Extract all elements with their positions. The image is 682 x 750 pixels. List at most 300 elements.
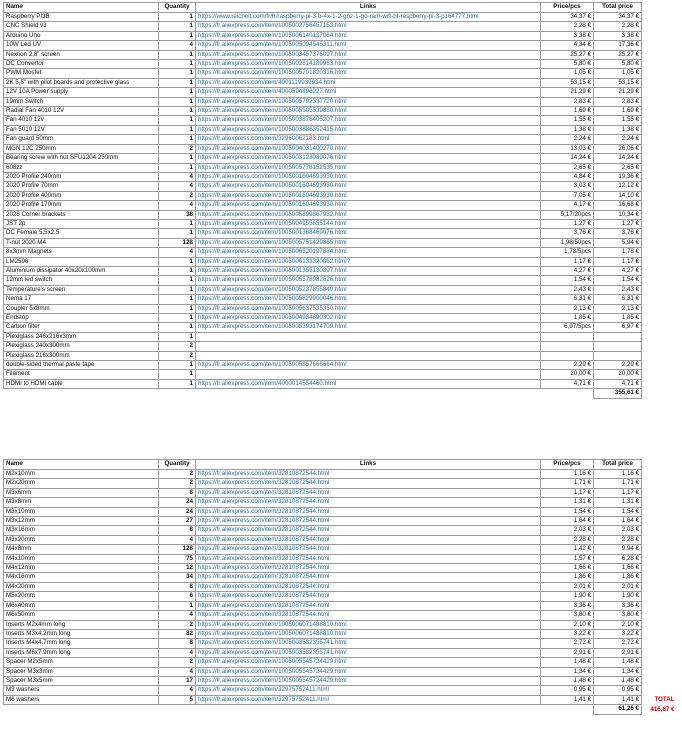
- item-total: 2,72 €: [594, 639, 642, 648]
- item-price: 3,03 €: [541, 182, 594, 191]
- table-row: [4, 229, 642, 238]
- item-link[interactable]: https://fr.aliexpress.com/item/1005004031400270.html: [196, 144, 541, 153]
- item-total: 1,38 €: [594, 125, 642, 134]
- item-total: 2,29 €: [594, 361, 642, 370]
- item-quantity: 1: [159, 229, 196, 238]
- item-name: Endstop: [4, 314, 159, 323]
- item-price: 1,31 €: [541, 498, 594, 507]
- table-row: [4, 545, 677, 554]
- item-link[interactable]: https://fr.aliexpress.com/item/32810872544.html: [196, 592, 541, 601]
- item-price: 1,54 €: [541, 507, 594, 516]
- item-quantity: 38: [159, 210, 196, 219]
- empty-cell: [159, 705, 196, 714]
- table-row: [4, 629, 677, 638]
- item-price: 2,43 €: [541, 285, 594, 294]
- item-name: JST 2p: [4, 219, 159, 228]
- item-quantity: 1: [159, 97, 196, 106]
- table-row: [4, 332, 642, 341]
- item-total: 5,80 €: [594, 60, 642, 69]
- item-quantity: 4: [159, 686, 196, 695]
- item-name: M3x12mm: [4, 517, 159, 526]
- item-name: 2020 Profile 240mm: [4, 172, 159, 181]
- item-total: 1,85 €: [594, 314, 642, 323]
- item-name: Inserts M3x4.2mm long: [4, 629, 159, 638]
- item-name: 19mm Switch: [4, 97, 159, 106]
- item-link[interactable]: https://fr.aliexpress.com/item/1005005829900046.html: [196, 295, 541, 304]
- item-price: 2,28 €: [541, 22, 594, 31]
- table-row: [4, 285, 642, 294]
- subtotal-row: [4, 389, 642, 398]
- item-price: 3,80 €: [541, 611, 594, 620]
- item-total: 2,24 €: [594, 135, 642, 144]
- item-link: [196, 332, 541, 341]
- table-row: [4, 41, 642, 50]
- item-link[interactable]: https://fr.aliexpress.com/item/32960062183.html: [196, 135, 541, 144]
- item-total: 1,48 €: [594, 658, 642, 667]
- item-name: M3x16mm: [4, 526, 159, 535]
- table-row: [4, 107, 642, 116]
- table-row: [4, 342, 642, 351]
- item-link[interactable]: https://fr.aliexpress.com/item/32810872544.html: [196, 517, 541, 526]
- item-link[interactable]: https://fr.aliexpress.com/item/1005005393174709.html: [196, 323, 541, 332]
- item-total: 53,15 €: [594, 78, 642, 87]
- item-price: 2,28 €: [541, 535, 594, 544]
- table-row: [4, 314, 642, 323]
- table-row: [4, 266, 642, 275]
- item-link[interactable]: https://fr.aliexpress.com/item/1005004984890302.html: [196, 314, 541, 323]
- header-name: Name: [4, 460, 159, 470]
- item-price: 1,86 €: [541, 573, 594, 582]
- item-name: MGN 12C 250mm: [4, 144, 159, 153]
- item-link[interactable]: https://fr.aliexpress.com/item/1005003886352415.html: [196, 125, 541, 134]
- item-quantity: 6: [159, 592, 196, 601]
- item-price: 4,71 €: [541, 379, 594, 388]
- item-link[interactable]: https://fr.aliexpress.com/item/1005004955655144.html: [196, 219, 541, 228]
- item-quantity: 8: [159, 582, 196, 591]
- table-row: [4, 592, 677, 601]
- table-row: [4, 191, 642, 200]
- table-row: [4, 31, 642, 40]
- header-row: [4, 460, 677, 470]
- item-link[interactable]: https://fr.aliexpress.com/item/32810872544.html: [196, 479, 541, 488]
- table-row: [4, 219, 642, 228]
- item-link[interactable]: https://fr.aliexpress.com/item/1005006071488810.html: [196, 620, 541, 629]
- item-price: 4,34 €: [541, 41, 594, 50]
- item-quantity: 1: [159, 116, 196, 125]
- item-total: 1,55 €: [594, 116, 642, 125]
- empty-cell: [159, 389, 196, 398]
- item-link[interactable]: https://fr.aliexpress.com/item/1005005792537720.html: [196, 97, 541, 106]
- table-row: [4, 135, 642, 144]
- table-row: [4, 22, 642, 31]
- item-quantity: 8: [159, 526, 196, 535]
- item-quantity: 2: [159, 658, 196, 667]
- item-name: Spacer M3x3mm: [4, 667, 159, 676]
- item-name: Nextion 2,8" screen: [4, 50, 159, 59]
- item-quantity: 1: [159, 69, 196, 78]
- item-total: 1,71 €: [594, 479, 642, 488]
- item-link[interactable]: https://fr.aliexpress.com/item/32810872544.html: [196, 611, 541, 620]
- item-price: 14,24 €: [541, 154, 594, 163]
- item-name: 8x3mm Magnets: [4, 248, 159, 257]
- item-total: 3,22 €: [594, 629, 642, 638]
- item-link[interactable]: https://fr.aliexpress.com/item/1005001604693930.html: [196, 172, 541, 181]
- item-price: [541, 332, 594, 341]
- item-quantity: 1: [159, 370, 196, 379]
- item-link[interactable]: https://fr.aliexpress.com/item/1005005237855840.html: [196, 285, 541, 294]
- item-link[interactable]: https://fr.aliexpress.com/item/32810872544.html: [196, 526, 541, 535]
- table-row: [4, 248, 642, 257]
- item-quantity: 1: [159, 304, 196, 313]
- item-link[interactable]: https://fr.aliexpress.com/item/1005001355130897.html: [196, 266, 541, 275]
- table-row: [4, 257, 642, 266]
- item-quantity: 8: [159, 639, 196, 648]
- item-link[interactable]: https://fr.aliexpress.com/item/1005003457376097.html: [196, 50, 541, 59]
- item-quantity: 128: [159, 238, 196, 247]
- item-name: M3x10mm: [4, 507, 159, 516]
- item-name: 12V 10A Power supply: [4, 88, 159, 97]
- item-total: 2,91 €: [594, 648, 642, 657]
- item-total: 3,38 €: [594, 31, 642, 40]
- item-quantity: 2: [159, 479, 196, 488]
- item-quantity: 1: [159, 154, 196, 163]
- header-total: Total price: [594, 460, 642, 470]
- item-name: M6 washers: [4, 695, 159, 704]
- item-link[interactable]: https://fr.aliexpress.com/item/1005003582355741.html: [196, 648, 541, 657]
- item-name: 2020 Profile 400mm: [4, 191, 159, 200]
- item-price: 2,72 €: [541, 639, 594, 648]
- item-name: M3x20mm: [4, 535, 159, 544]
- item-link[interactable]: https://fr.aliexpress.com/item/32810872544.html: [196, 564, 541, 573]
- item-name: Inserts M2x4mm long: [4, 620, 159, 629]
- item-link[interactable]: https://fr.aliexpress.com/item/1005006140137064.html: [196, 31, 541, 40]
- item-name: M6x50mm: [4, 611, 159, 620]
- item-quantity: 1: [159, 323, 196, 332]
- item-quantity: 1: [159, 88, 196, 97]
- item-price: 1,69 €: [541, 107, 594, 116]
- item-total: 2,28 €: [594, 535, 642, 544]
- item-total: 1,86 €: [594, 573, 642, 582]
- item-total: [594, 332, 642, 341]
- item-total: 5,94 €: [594, 238, 642, 247]
- empty-cell: [4, 705, 159, 714]
- item-link[interactable]: https://fr.aliexpress.com/item/1005005545724429.html: [196, 658, 541, 667]
- item-price: 3,22 €: [541, 629, 594, 638]
- empty-cell: [541, 705, 594, 714]
- table-row: [4, 601, 677, 610]
- item-total: 2,83 €: [594, 97, 642, 106]
- item-name: Nema 17: [4, 295, 159, 304]
- item-quantity: 1: [159, 285, 196, 294]
- item-link[interactable]: https://fr.aliexpress.com/item/1005002756457153.html: [196, 22, 541, 31]
- item-link[interactable]: https://fr.aliexpress.com/item/4000014554460.html: [196, 379, 541, 388]
- item-total: 1,69 €: [594, 107, 642, 116]
- table-row: [4, 379, 642, 388]
- item-link[interactable]: https://fr.aliexpress.com/item/32810872544.html: [196, 601, 541, 610]
- item-price: 2,29 €: [541, 361, 594, 370]
- table-row: [4, 667, 677, 676]
- item-name: M6x40mm: [4, 601, 159, 610]
- header-price: Price/pcs: [541, 460, 594, 470]
- table-row: [4, 517, 677, 526]
- item-link[interactable]: https://fr.aliexpress.com/item/1005003878405207.html: [196, 116, 541, 125]
- item-price: [541, 342, 594, 351]
- header-links: Links: [196, 460, 541, 470]
- table-row: [4, 488, 677, 497]
- item-quantity: 24: [159, 498, 196, 507]
- item-quantity: 82: [159, 629, 196, 638]
- item-price: 1,85 €: [541, 314, 594, 323]
- item-name: Fan 5010 12V: [4, 125, 159, 134]
- item-name: M4x16mm: [4, 573, 159, 582]
- item-link: [196, 342, 541, 351]
- item-name: HDMI to HDMI cable: [4, 379, 159, 388]
- item-quantity: 1: [159, 31, 196, 40]
- item-link[interactable]: https://fr.aliexpress.com/item/1005002814189963.html: [196, 60, 541, 69]
- header-price: Price/pcs: [541, 3, 594, 13]
- empty-cell: [196, 389, 541, 398]
- item-quantity: 2: [159, 191, 196, 200]
- item-link[interactable]: https://fr.aliexpress.com/item/1005006520197884.html: [196, 248, 541, 257]
- item-link[interactable]: https://fr.aliexpress.com/item/1005005545724429.html: [196, 667, 541, 676]
- item-quantity: 1: [159, 107, 196, 116]
- table-row: [4, 276, 642, 285]
- item-link[interactable]: https://fr.aliexpress.com/item/32810872544.html: [196, 470, 541, 479]
- item-link[interactable]: https://fr.aliexpress.com/item/1005005578982626.html: [196, 276, 541, 285]
- table-row: [4, 154, 642, 163]
- item-total: 3,80 €: [594, 611, 642, 620]
- item-price: [541, 351, 594, 360]
- item-name: Plexiglass 240x300mm: [4, 342, 159, 351]
- item-price: 5,17/20pcs: [541, 210, 594, 219]
- item-name: Coupler 5x8mm: [4, 304, 159, 313]
- item-price: 2,83 €: [541, 97, 594, 106]
- item-name: M4x12mm: [4, 564, 159, 573]
- item-price: 2,91 €: [541, 648, 594, 657]
- table-row: [4, 498, 677, 507]
- item-name: 2028 Corner brackets: [4, 210, 159, 219]
- item-quantity: 1: [159, 125, 196, 134]
- item-link[interactable]: https://fr.aliexpress.com/item/1005005751429865.html: [196, 238, 541, 247]
- item-link[interactable]: https://fr.aliexpress.com/item/1005001604693930.html: [196, 182, 541, 191]
- item-name: 2020 Profile 70mm: [4, 182, 159, 191]
- item-price: 1,41 €: [541, 695, 594, 704]
- item-link[interactable]: https://fr.aliexpress.com/item/1005005094546311.html: [196, 41, 541, 50]
- item-link[interactable]: https://fr.aliexpress.com/item/32810872544.html: [196, 554, 541, 563]
- item-link[interactable]: https://fr.aliexpress.com/item/1005006071488810.html: [196, 629, 541, 638]
- item-name: 12mm led switch: [4, 276, 159, 285]
- item-quantity: 4: [159, 182, 196, 191]
- table-row: [4, 370, 642, 379]
- item-price: 4,17 €: [541, 201, 594, 210]
- item-total: 9,94 €: [594, 545, 642, 554]
- item-price: 4,84 €: [541, 172, 594, 181]
- table-row: [4, 323, 642, 332]
- subtotal-value: 61,26 €: [594, 705, 642, 714]
- item-quantity: 1: [159, 60, 196, 69]
- item-quantity: 2: [159, 144, 196, 153]
- item-link[interactable]: https://fr.aliexpress.com/item/32810872544.html: [196, 573, 541, 582]
- table-row: [4, 695, 677, 704]
- item-name: M5x20mm: [4, 592, 159, 601]
- item-link[interactable]: https://fr.aliexpress.com/item/1005003123089076.html: [196, 154, 541, 163]
- item-total: 1,05 €: [594, 69, 642, 78]
- item-quantity: 1: [159, 266, 196, 275]
- table-row: [4, 648, 677, 657]
- item-link[interactable]: https://fr.aliexpress.com/item/1005006133320862.html?: [196, 257, 541, 266]
- item-name: M3x8mm: [4, 498, 159, 507]
- item-name: M4x20mm: [4, 582, 159, 591]
- item-link[interactable]: https://fr.aliexpress.com/item/32810872544.html: [196, 582, 541, 591]
- item-quantity: 27: [159, 517, 196, 526]
- item-total: [594, 342, 642, 351]
- item-price: 2,13 €: [541, 304, 594, 313]
- header-total: Total price: [594, 3, 642, 13]
- item-quantity: 2: [159, 351, 196, 360]
- item-total: 1,48 €: [594, 676, 642, 685]
- item-link[interactable]: https://fr.aliexpress.com/item/1005001604693930.html: [196, 201, 541, 210]
- item-name: Raspberry PI3B: [4, 13, 159, 22]
- table-row: [4, 60, 642, 69]
- item-price: 1,27 €: [541, 219, 594, 228]
- item-quantity: 1: [159, 22, 196, 31]
- item-total: 1,90 €: [594, 592, 642, 601]
- table-row: [4, 479, 677, 488]
- item-total: 1,17 €: [594, 488, 642, 497]
- item-price: 13,03 €: [541, 144, 594, 153]
- item-quantity: 1: [159, 219, 196, 228]
- item-link[interactable]: https://fr.aliexpress.com/item/1005005857666664.html: [196, 361, 541, 370]
- item-quantity: 5: [159, 695, 196, 704]
- item-link[interactable]: https://fr.aliexpress.com/item/32810872544.html: [196, 498, 541, 507]
- item-link[interactable]: https://fr.aliexpress.com/item/32810872544.html: [196, 507, 541, 516]
- item-link[interactable]: https://fr.aliexpress.com/item/32975752411.html: [196, 695, 541, 704]
- item-name: LM2596: [4, 257, 159, 266]
- item-name: Plexiglass 216x300mm: [4, 351, 159, 360]
- item-total: 0,95 €: [594, 686, 642, 695]
- item-link[interactable]: https://fr.aliexpress.com/item/1005005545724429.html: [196, 676, 541, 685]
- subtotal-row: [4, 705, 677, 714]
- item-quantity: 4: [159, 41, 196, 50]
- item-quantity: 75: [159, 554, 196, 563]
- item-total: 3,36 €: [594, 601, 642, 610]
- item-price: 1,17 €: [541, 488, 594, 497]
- item-name: 2K 5,5" with pilot boards and protective glass: [4, 78, 159, 87]
- item-total: 3,76 €: [594, 229, 642, 238]
- item-name: Fan 4010 12v: [4, 116, 159, 125]
- header-links: Links: [196, 3, 541, 13]
- item-name: DC Convertor: [4, 60, 159, 69]
- item-quantity: 34: [159, 573, 196, 582]
- item-quantity: 1: [159, 276, 196, 285]
- item-link[interactable]: https://fr.aliexpress.com/item/1005005701820316.html: [196, 69, 541, 78]
- item-total: 2,10 €: [594, 620, 642, 629]
- item-quantity: 2: [159, 620, 196, 629]
- item-total: 2,43 €: [594, 285, 642, 294]
- item-quantity: 4: [159, 535, 196, 544]
- item-name: Arduino Uno: [4, 31, 159, 40]
- item-price: 2,10 €: [541, 620, 594, 629]
- item-link[interactable]: https://www.reichelt.com/fr/fr/raspberry-pi-3-b-4x-1-2-ghz-1-go-ram-wifi-bt-raspberry-pi-3-p164777.html: [196, 13, 541, 22]
- item-link[interactable]: https://fr.aliexpress.com/item/1005005585539880.html: [196, 107, 541, 116]
- table-row: [4, 182, 642, 191]
- item-quantity: 24: [159, 507, 196, 516]
- item-link[interactable]: https://fr.aliexpress.com/item/32810872544.html: [196, 535, 541, 544]
- item-link[interactable]: https://fr.aliexpress.com/item/1005001604693930.html: [196, 191, 541, 200]
- item-link[interactable]: https://fr.aliexpress.com/item/1005005778152535.html: [196, 163, 541, 172]
- item-name: PWM Mosfet: [4, 69, 159, 78]
- item-price: 1,57 €: [541, 554, 594, 563]
- grand-total-value: 416,87 €: [650, 705, 675, 713]
- item-link[interactable]: https://fr.aliexpress.com/item/32810872544.html: [196, 488, 541, 497]
- item-link[interactable]: https://fr.aliexpress.com/item/32810872544.html: [196, 545, 541, 554]
- item-name: Spacer M2x5mm: [4, 658, 159, 667]
- table-row: [4, 163, 642, 172]
- item-price: 1,90 €: [541, 592, 594, 601]
- item-price: 34,37 €: [541, 13, 594, 22]
- item-quantity: 1: [159, 332, 196, 341]
- item-total: 1,78 €: [594, 248, 642, 257]
- table-row: [4, 50, 642, 59]
- item-quantity: 1: [159, 314, 196, 323]
- item-name: 10W Led UV: [4, 41, 159, 50]
- item-price: 1,64 €: [541, 517, 594, 526]
- table-row: [4, 78, 642, 87]
- item-name: Inserts M6x7.9mm long: [4, 648, 159, 657]
- item-name: double-sided thermal paste tape: [4, 361, 159, 370]
- item-link[interactable]: https://fr.aliexpress.com/item/32975752411.html: [196, 686, 541, 695]
- table-row: [4, 13, 642, 22]
- item-price: 1,54 €: [541, 276, 594, 285]
- item-quantity: 1: [159, 135, 196, 144]
- item-name: 2020 Profile 170mm: [4, 201, 159, 210]
- item-price: 1,71 €: [541, 479, 594, 488]
- table-row: [4, 238, 642, 247]
- item-total: 4,27 €: [594, 266, 642, 275]
- item-quantity: 1: [159, 257, 196, 266]
- item-price: 1,55 €: [541, 116, 594, 125]
- item-quantity: 1: [159, 163, 196, 172]
- table-row: [4, 507, 677, 516]
- item-total: 2,01 €: [594, 582, 642, 591]
- item-quantity: 128: [159, 545, 196, 554]
- item-total: 10,34 €: [594, 210, 642, 219]
- item-name: M4x8mm: [4, 545, 159, 554]
- item-price: 6,97/5pcs: [541, 323, 594, 332]
- parts-table: [3, 2, 642, 399]
- item-price: 0,95 €: [541, 686, 594, 695]
- item-link[interactable]: https://fr.aliexpress.com/item/1005001368469076.html: [196, 229, 541, 238]
- item-quantity: 1: [159, 13, 196, 22]
- item-price: 1,98/50pcs: [541, 238, 594, 247]
- item-link[interactable]: https://fr.aliexpress.com/item/1005005637535350.html: [196, 304, 541, 313]
- item-link[interactable]: https://fr.aliexpress.com/item/1005005899867932.html: [196, 210, 541, 219]
- item-total: 1,17 €: [594, 257, 642, 266]
- item-link[interactable]: https://fr.aliexpress.com/item/4001119939934.html: [196, 78, 541, 87]
- item-price: 1,48 €: [541, 658, 594, 667]
- hardware-table: [3, 459, 677, 715]
- item-quantity: 4: [159, 611, 196, 620]
- header-quantity: Quantity: [159, 3, 196, 13]
- item-quantity: 4: [159, 648, 196, 657]
- item-name: Spacer M3x5mm: [4, 676, 159, 685]
- item-total: 1,66 €: [594, 564, 642, 573]
- table-row: [4, 144, 642, 153]
- item-total: 16,68 €: [594, 201, 642, 210]
- item-name: Bearing screw with nut SFU1204 250mm: [4, 154, 159, 163]
- item-link[interactable]: https://fr.aliexpress.com/item/4000594896227.html: [196, 88, 541, 97]
- item-link[interactable]: https://fr.aliexpress.com/item/1005003582355741.html: [196, 639, 541, 648]
